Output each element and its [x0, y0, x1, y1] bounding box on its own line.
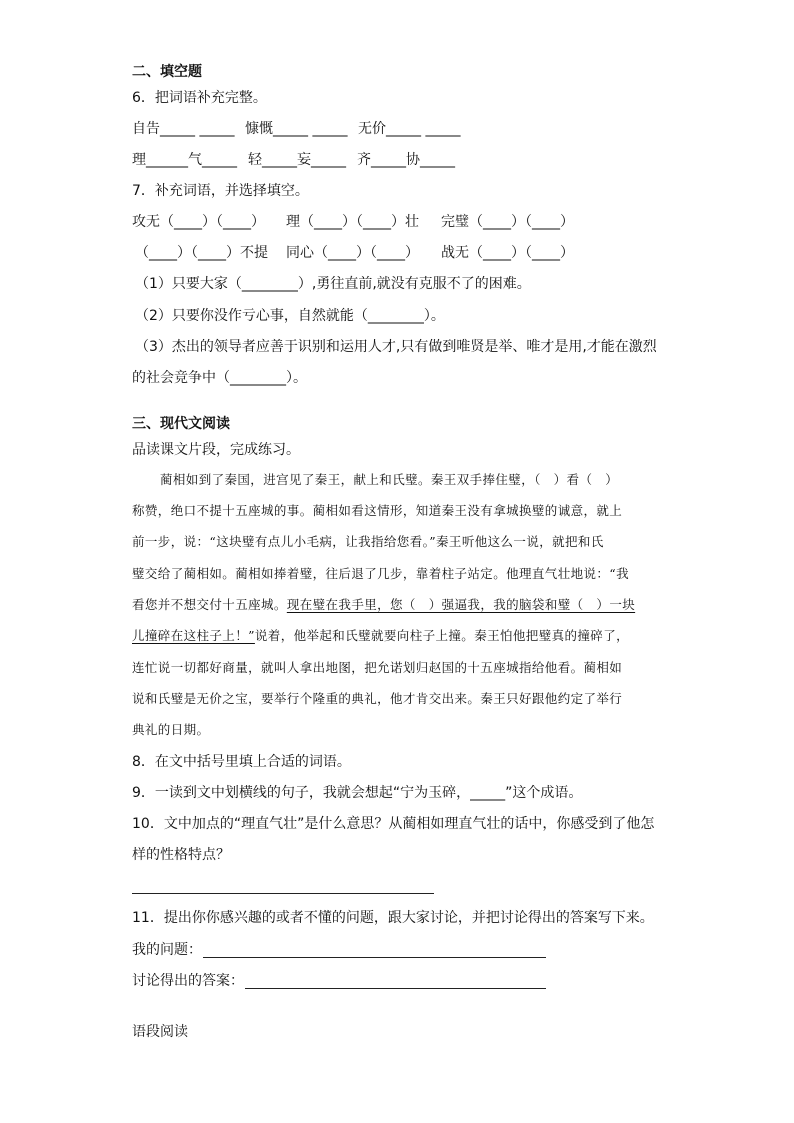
passage-line: 前一步，说：“这块璧有点儿小毛病，让我指给您看。”秦王听他这么一说，就把和氏	[132, 534, 604, 549]
question-6-prompt: 6．把词语补充完整。	[132, 90, 267, 106]
q7-sentence-3: （3）杰出的领导者应善于识别和运用人才,只有做到唯贤是举、唯才是用,才能在激烈	[135, 339, 657, 355]
question-8: 8．在文中括号里填上合适的词语。	[132, 754, 351, 770]
passage-line: 蔺相如到了秦国，进宫见了秦王，献上和氏璧。秦王双手捧住璧，（ ）看（ ）	[160, 472, 619, 487]
q6-item: 自告_____ _____	[132, 121, 235, 137]
q6-item: 齐_____协_____	[357, 152, 455, 168]
question-7-prompt: 7．补充词语，并选择填空。	[132, 183, 309, 199]
section-heading-paragraph-reading: 语段阅读	[132, 1024, 188, 1040]
answer-line-q10[interactable]	[132, 893, 434, 894]
q7-item: 完璧（____）（____）	[441, 214, 574, 230]
question-11: 11．提出你你感兴趣的或者不懂的问题，跟大家讨论，并把讨论得出的答案写下来。	[132, 910, 654, 926]
passage-line	[132, 626, 629, 646]
passage-line: 连忙说一切都好商量，就叫人拿出地图，把允诺划归赵国的十五座城指给他看。蔺相如	[132, 660, 623, 675]
passage-line: 说和氏璧是无价之宝，要举行个隆重的典礼，他才肯交出来。秦王只好跟他约定了举行	[132, 691, 623, 706]
q7-item: 攻无（____）（____）	[132, 214, 265, 230]
underlined-sentence: 儿撞碎在这柱子上！”	[132, 628, 255, 643]
question-9: 9．一读到文中划横线的句子，我就会想起“宁为玉碎，_____”这个成语。	[132, 785, 583, 801]
reading-intro: 品读课文片段，完成练习。	[132, 442, 300, 458]
my-question-label: 我的问题：	[132, 942, 202, 958]
section-heading-reading: 三、现代文阅读	[132, 416, 230, 432]
section-heading-fill-blanks: 二、填空题	[132, 64, 202, 80]
q7-sentence-3-cont: 的社会竞争中（________）。	[132, 370, 307, 386]
underlined-sentence: 现在璧在我手里，您（ ）强逼我，我的脑袋和璧（ ）一块	[286, 597, 636, 612]
q7-item: 战无（____）（____）	[441, 245, 574, 261]
my-question-line[interactable]	[203, 957, 546, 958]
answer-line[interactable]	[245, 988, 546, 989]
q6-item: 无价_____ _____	[358, 121, 461, 137]
passage-line: 典礼的日期。	[132, 722, 210, 737]
passage-plain: 看您并不想交付十五座城。	[132, 597, 287, 612]
q7-item: 理（____）（____）壮	[286, 214, 419, 230]
q7-sentence-2: （2）只要你没作亏心事，自然就能（________）。	[135, 308, 445, 324]
passage-line: 称赞，绝口不提十五座城的事。蔺相如看这情形，知道秦王没有拿城换璧的诚意，就上	[132, 503, 623, 518]
passage-plain: 说着，他举起和氏璧就要向柱子上撞。秦王怕他把璧真的撞碎了，	[254, 628, 630, 643]
q6-item: 慷慨_____ _____	[245, 121, 348, 137]
passage-line: 璧交给了蔺相如。蔺相如捧着璧，往后退了几步，靠着柱子站定。他理直气壮地说：“我	[132, 566, 629, 581]
question-10-cont: 样的性格特点？	[132, 847, 230, 863]
q6-item: 轻_____妄_____	[248, 152, 346, 168]
q7-item: 同心（____）（____）	[286, 245, 419, 261]
answer-label: 讨论得出的答案：	[132, 973, 244, 989]
q6-item: 理______气_____	[132, 152, 237, 168]
q7-sentence-1: （1）只要大家（________）,勇往直前,就没有克服不了的困难。	[135, 276, 531, 292]
question-10: 10．文中加点的“理直气壮”是什么意思？从蔺相如理直气壮的话中，你感受到了他怎	[132, 816, 655, 832]
passage-line	[132, 595, 635, 615]
q7-item: （____）（____）不提	[135, 245, 268, 261]
